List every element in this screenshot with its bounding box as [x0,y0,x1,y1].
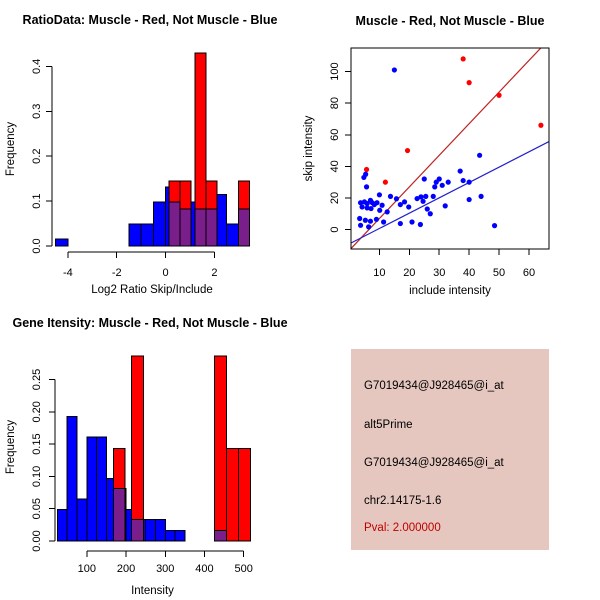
svg-text:500: 500 [234,563,253,575]
svg-text:0.4: 0.4 [31,58,43,75]
svg-text:Muscle - Red, Not Muscle - Blu: Muscle - Red, Not Muscle - Blue [355,14,545,28]
svg-text:40: 40 [329,160,341,173]
svg-text:200: 200 [116,563,136,575]
svg-text:40: 40 [463,267,476,279]
gene-intensity-histogram-chart [0,300,300,600]
skip-include-scatter-chart [300,0,600,300]
gene-intensity-histogram-panel [0,300,300,600]
svg-text:0.0: 0.0 [31,238,43,254]
svg-text:2: 2 [211,267,218,279]
ratio-histogram-chart [0,0,300,300]
svg-text:10: 10 [373,267,386,279]
svg-text:100: 100 [77,563,96,575]
svg-text:20: 20 [329,191,341,205]
svg-text:0.2: 0.2 [31,148,43,164]
svg-text:0.10: 0.10 [31,465,43,488]
svg-text:400: 400 [195,563,214,575]
svg-text:-2: -2 [111,267,122,279]
gene-info-box [351,349,549,550]
svg-text:0.1: 0.1 [31,193,43,209]
intensity-scatter-panel [300,0,600,300]
svg-text:0.15: 0.15 [31,433,43,455]
svg-text:50: 50 [492,267,506,279]
svg-text:80: 80 [329,97,341,110]
svg-text:0.3: 0.3 [31,103,43,119]
svg-text:Frequency: Frequency [5,419,17,475]
svg-text:include intensity: include intensity [409,285,491,297]
svg-text:0.00: 0.00 [31,530,43,552]
svg-text:-4: -4 [62,267,73,279]
gene-info-panel [300,300,600,600]
probe-id-repeat-text: G7019434@J928465@i_at [364,457,504,469]
svg-text:100: 100 [329,62,341,81]
svg-text:300: 300 [156,563,175,575]
splice-type-text: alt5Prime [364,419,413,431]
svg-text:30: 30 [433,267,446,279]
svg-text:Gene Itensity: Muscle - Red, N: Gene Itensity: Muscle - Red, Not Muscle - Blue [12,316,288,330]
pval-text: Pval: 2.000000 [364,522,441,534]
svg-text:skip intensity: skip intensity [303,115,315,182]
svg-text:Intensity: Intensity [131,585,174,597]
chromosome-location-text: chr2.14175-1.6 [364,495,442,507]
svg-text:60: 60 [329,128,341,141]
svg-text:Log2 Ratio Skip/Include: Log2 Ratio Skip/Include [91,284,213,296]
svg-text:0: 0 [329,226,341,233]
svg-text:RatioData: Muscle - Red, Not M: RatioData: Muscle - Red, Not Muscle - Blue [22,13,278,27]
svg-text:0.25: 0.25 [31,368,43,391]
svg-text:0.05: 0.05 [31,497,43,520]
svg-text:0.20: 0.20 [31,401,43,423]
svg-text:0: 0 [162,267,169,279]
ratio-histogram-panel [0,0,300,300]
svg-text:60: 60 [522,267,536,279]
probe-id-text: G7019434@J928465@i_at [364,380,504,392]
svg-text:20: 20 [403,267,416,279]
svg-text:Frequency: Frequency [5,121,17,177]
